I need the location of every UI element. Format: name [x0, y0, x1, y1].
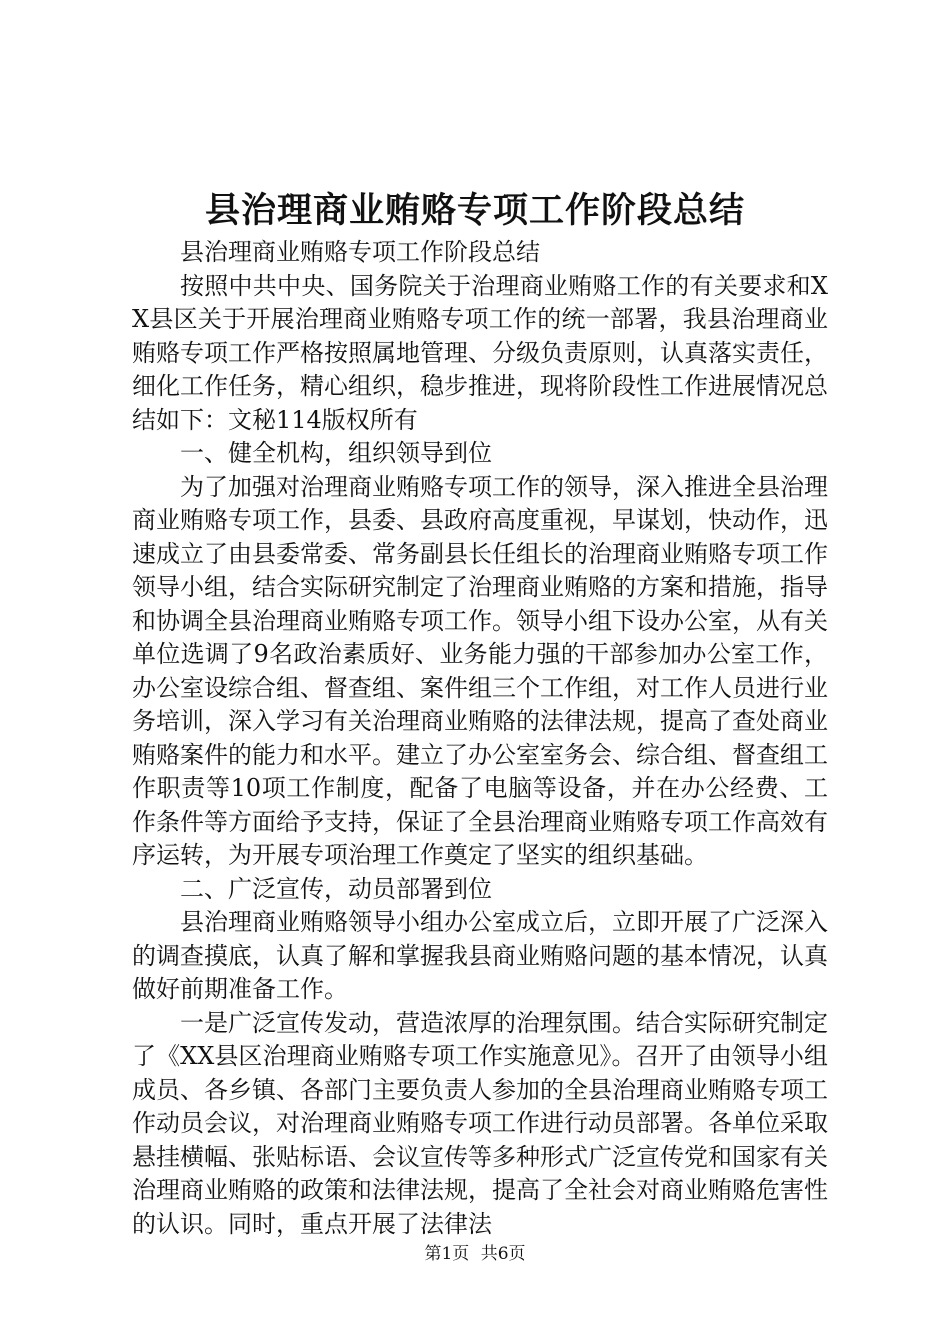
section-1-paragraph: 为了加强对治理商业贿赂专项工作的领导，深入推进全县治理商业贿赂专项工作，县委、县政府高度重视，早谋划，快动作，迅速成立了由县委常委、常务副县长任组长的治理商业贿赂专项工作领导小组，结合实际研究制定了治理商业贿赂的方案和措施，指导和协调全县治理商业贿赂专项工作。领导小组下设办公室，从有关单位选调了9名政治素质好、业务能力强的干部参加办公室工作，办公室设综合组、督查组、案件组三个工作组，对工作人员进行业务培训，深入学习有关治理商业贿赂的法律法规，提高了查处商业贿赂案件的能力和水平。建立了办公室室务会、综合组、督查组工作职责等10项工作制度，配备了电脑等设备，并在办公经费、工作条件等方面给予支持，保证了全县治理商业贿赂专项工作高效有序运转，为开展专项治理工作奠定了坚实的组织基础。: [132, 472, 828, 869]
page-footer: [0, 1242, 950, 1266]
section-heading-2: 二、广泛宣传，动员部署到位: [180, 874, 492, 903]
intro-paragraph: 按照中共中央、国务院关于治理商业贿赂工作的有关要求和XX县区关于开展治理商业贿赂专项工作的统一部署，我县治理商业贿赂专项工作严格按照属地管理、分级负责原则，认真落实责任，细化工作任务，精心组织，稳步推进，现将阶段性工作进展情况总结如下：文秘114版权所有: [132, 271, 828, 434]
page-total: 共6页: [480, 1244, 526, 1264]
section-2-paragraph: 县治理商业贿赂领导小组办公室成立后，立即开展了广泛深入的调查摸底，认真了解和掌握我县商业贿赂问题的基本情况，认真做好前期准备工作。: [132, 908, 828, 1003]
document-body: [132, 236, 828, 1241]
page-number: 第1页: [424, 1244, 470, 1264]
section-2-point-1-paragraph: 一是广泛宣传发动，营造浓厚的治理氛围。结合实际研究制定了《XX县区治理商业贿赂专项工作实施意见》。召开了由领导小组成员、各乡镇、各部门主要负责人参加的全县治理商业贿赂专项工作动员会议，对治理商业贿赂专项工作进行动员部署。各单位采取悬挂横幅、张贴标语、会议宣传等多种形式广泛宣传党和国家有关治理商业贿赂的政策和法律法规，提高了全社会对商业贿赂危害性的认识。同时，重点开展了法律法: [132, 1008, 828, 1238]
section-heading-1: 一、健全机构，组织领导到位: [180, 439, 492, 467]
subtitle-paragraph: 县治理商业贿赂专项工作阶段总结: [180, 238, 540, 266]
page-title: 县治理商业贿赂专项工作阶段总结: [204, 190, 745, 231]
